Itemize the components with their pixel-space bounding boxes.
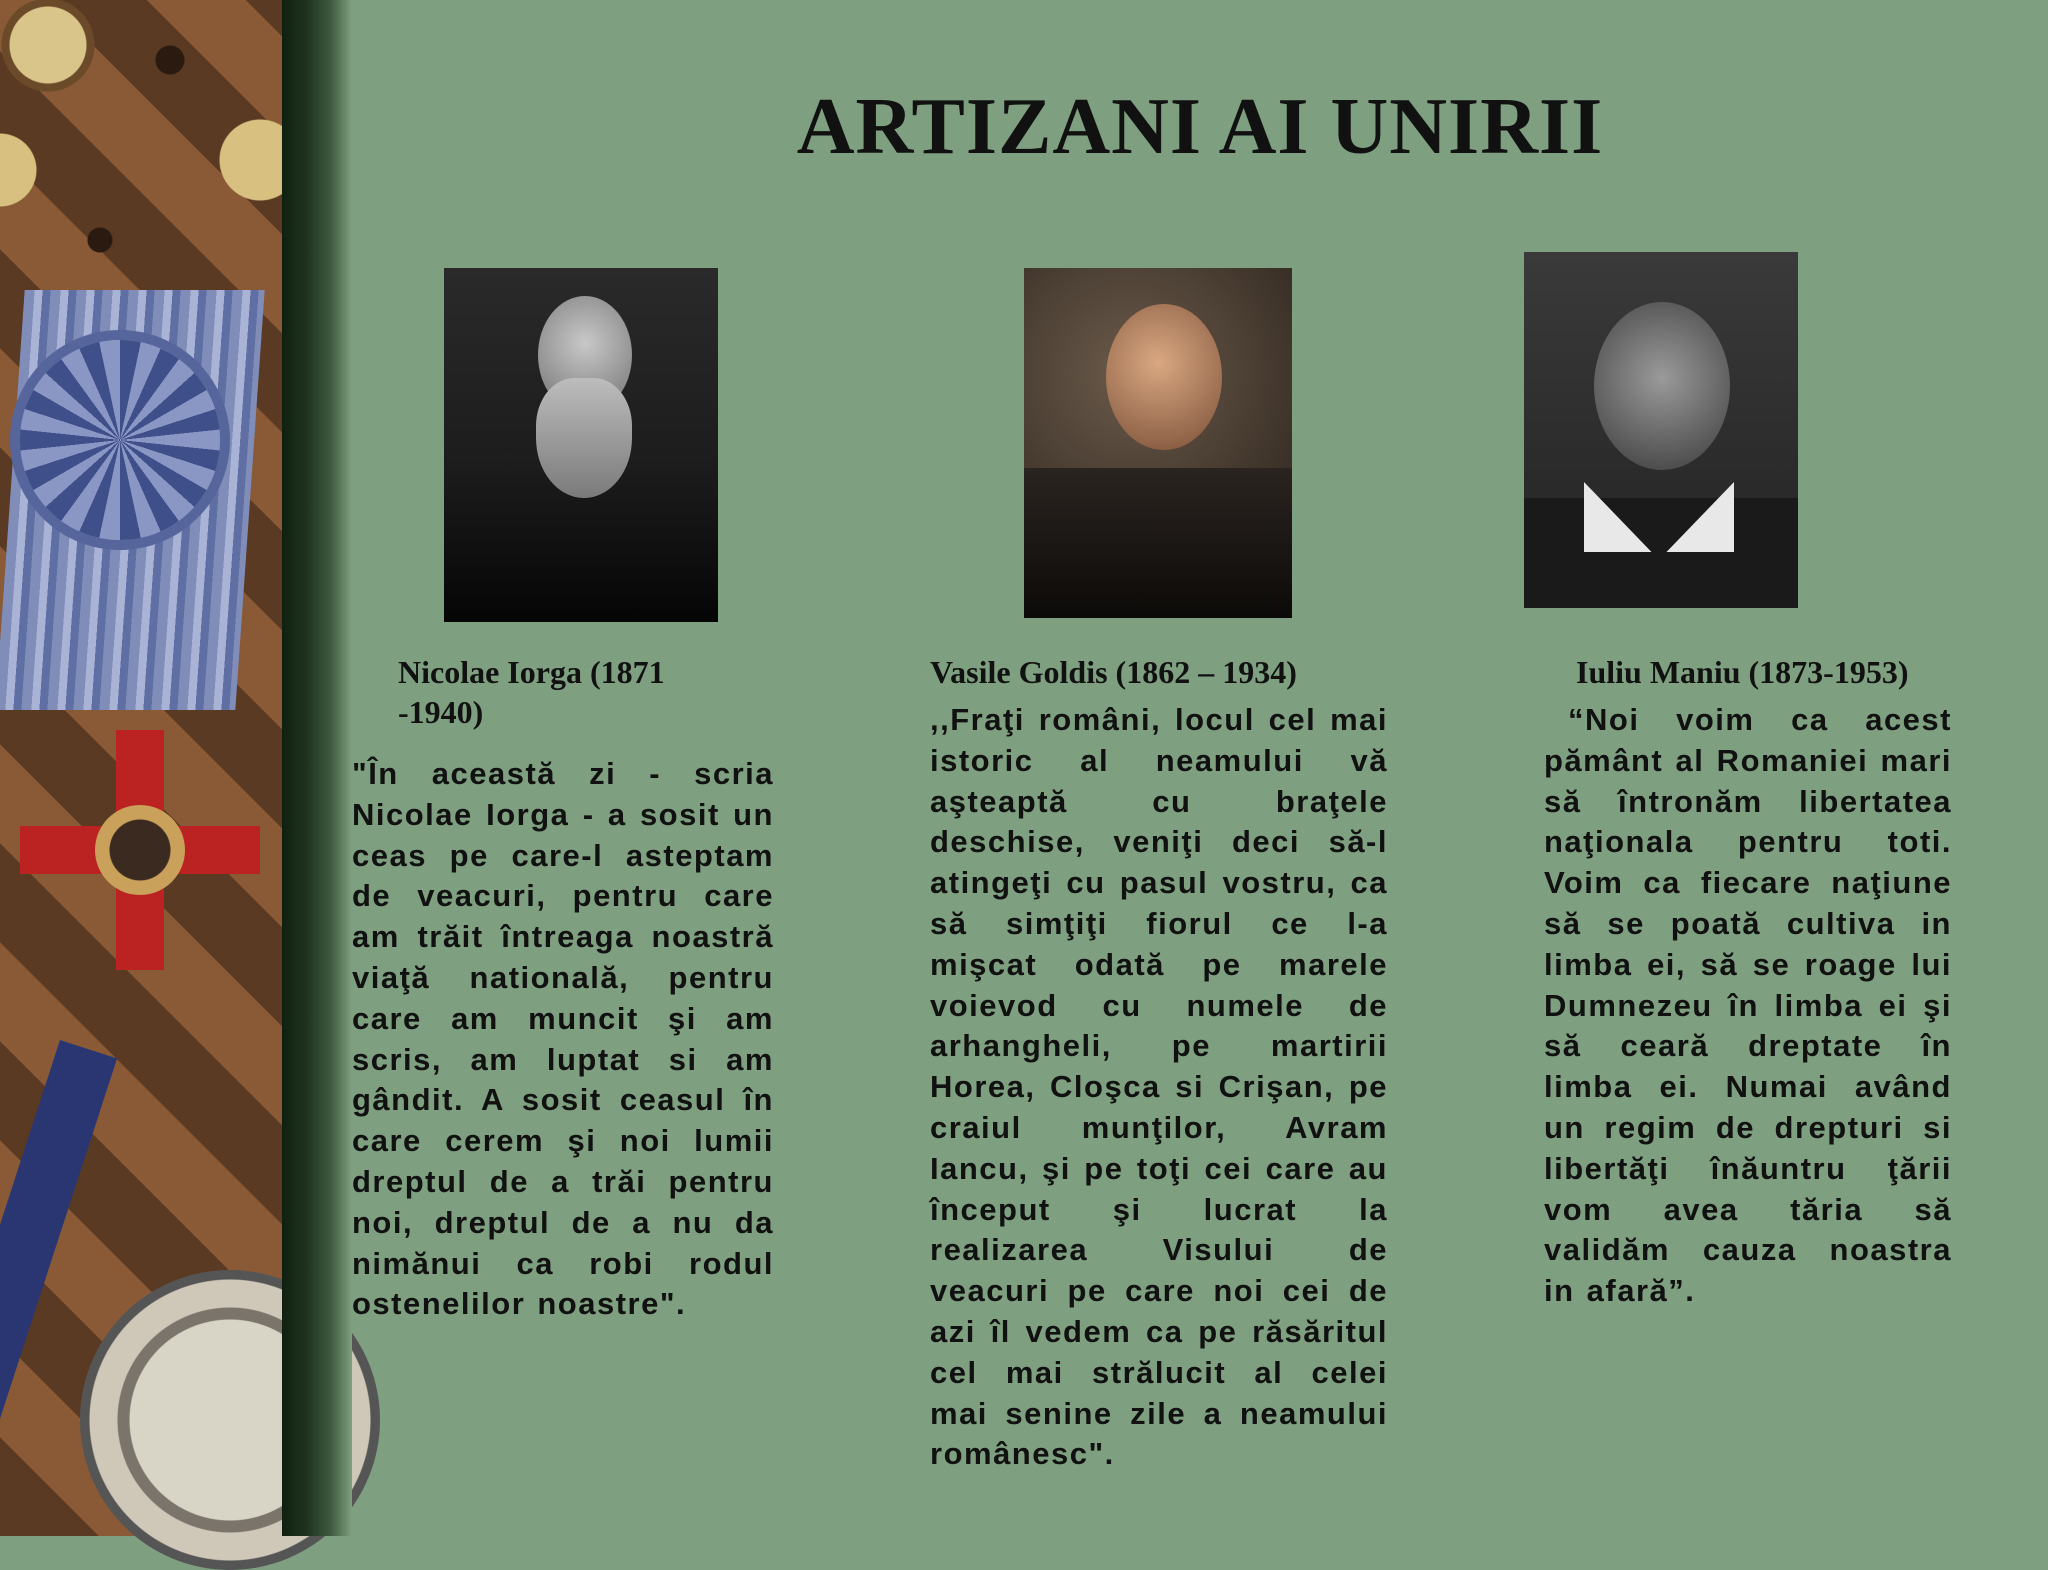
medal-rosette	[20, 340, 220, 540]
caption-vasile-goldis: Vasile Goldis (1862 – 1934)	[930, 654, 1297, 690]
portrait-face	[1106, 304, 1222, 450]
portrait-body	[1524, 498, 1798, 608]
sidebar-shadow	[282, 0, 352, 1536]
portrait-face	[1594, 302, 1730, 470]
portrait-vasile-goldis	[1024, 268, 1292, 618]
quote-iuliu-maniu: “Noi voim ca acest pământ al Romaniei mari să întronăm libertatea naţionala pentru toti. Voim ca fiecare naţiune să se poată cultiva in limba ei, să se roage lui Dumnezeu în limba ei şi să ceară dreptate în limba ei. Numai având un regim de drepturi si libertăţi înăuntru ţării vom avea tăria să validăm cauza noastra in afară”.	[1544, 702, 1952, 1309]
portrait-nicolae-iorga	[444, 268, 718, 622]
portrait-body	[1024, 468, 1292, 618]
decorative-sidebar-image	[0, 0, 282, 1536]
portrait-iuliu-maniu	[1524, 252, 1798, 608]
caption-iuliu-maniu: Iuliu Maniu (1873-1953)	[1576, 654, 1909, 690]
quote-nicolae-iorga: "În această zi - scria Nicolae Iorga - a sosit un ceas pe care-l asteptam de veacuri, pentru care am trăit întreaga noastră viaţă natională, pentru care am muncit şi am scris, am luptat si am gândit. A sosit ceasul în care cerem şi noi lumii dreptul de a trăi pentru noi, dreptul de a nu da nimănui ca robi rodul ostenelilor noastre".	[352, 756, 774, 1322]
order-cross-center	[95, 805, 185, 895]
quote-vasile-goldis: ,,Fraţi români, locul cel mai istoric al neamului vă aşteaptă cu braţele deschise, veniţi deci să-l atingeţi cu pasul vostru, ca să simţiţi fiorul ce l-a mişcat odată pe marele voievod cu numele de arhangheli, pe martirii Horea, Cloşca si Crişan, pe craiul munţilor, Avram Iancu, şi pe toţi cei care au început şi lucrat la realizarea Visului de veacuri pe care noi cei de azi îl vedem ca pe răsăritul cel mai strălucit al celei mai senine zile a neamului românesc".	[930, 702, 1388, 1472]
portrait-beard	[536, 378, 632, 498]
slide-title: ARTIZANI AI UNIRII	[796, 83, 1604, 171]
caption-nicolae-iorga: Nicolae Iorga (1871 -1940)	[398, 654, 665, 730]
